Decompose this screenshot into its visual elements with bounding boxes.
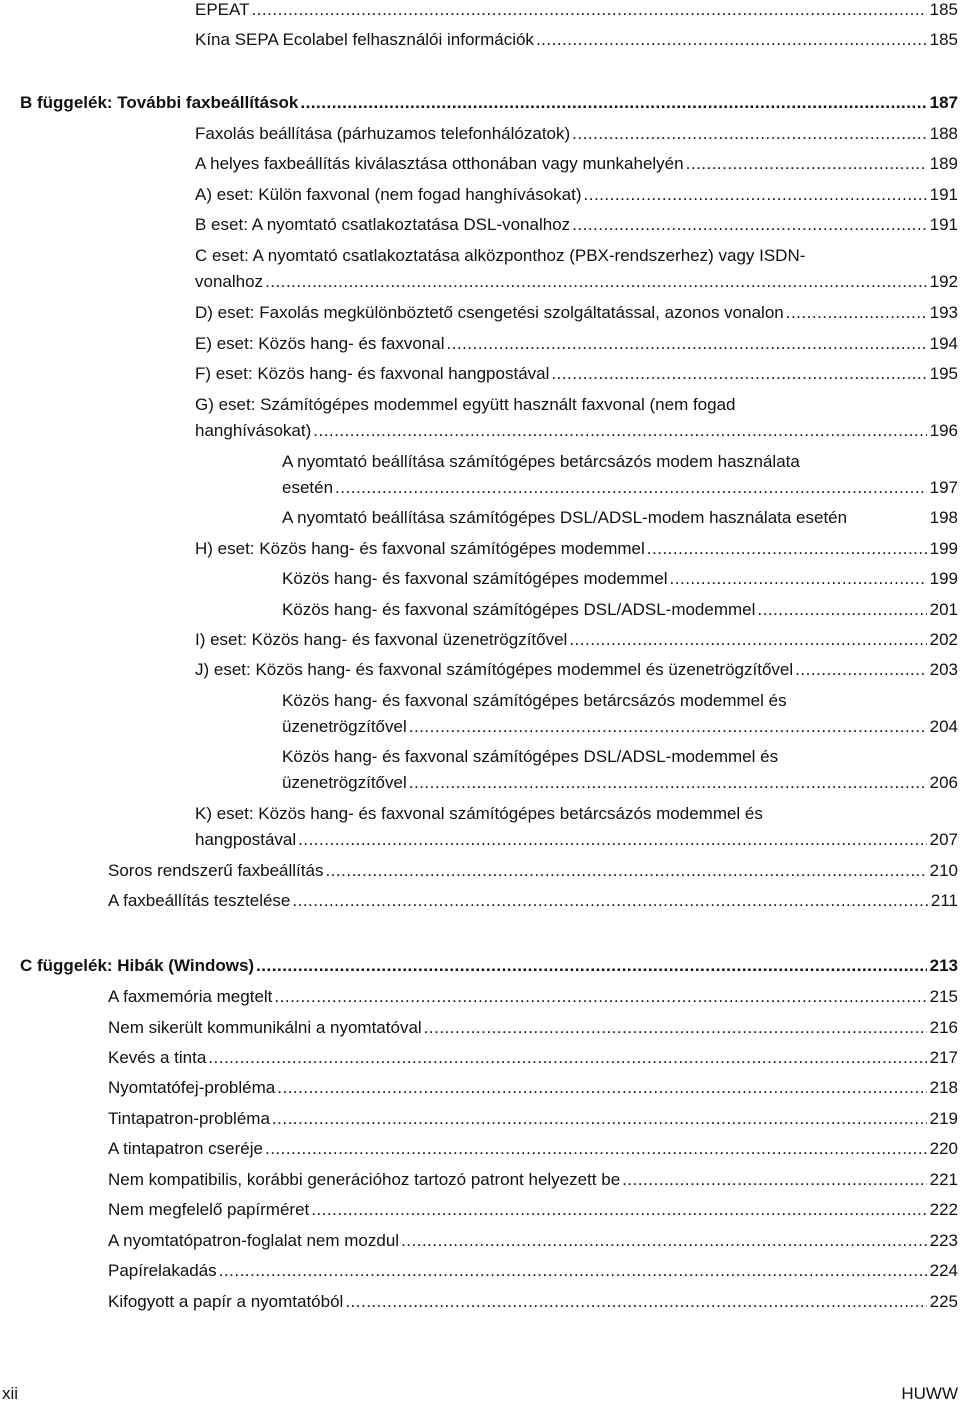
toc-entry[interactable]: A helyes faxbeállítás kiválasztása otthonában vagy munkahelyén ..... 189 <box>195 151 958 177</box>
toc-entry[interactable]: Kína SEPA Ecolabel felhasználói információk ..... 185 <box>195 27 958 53</box>
toc-entry[interactable]: A) eset: Külön faxvonal (nem fogad hanghívásokat) ..... 191 <box>195 182 958 208</box>
footer-brand: HUWW <box>901 1384 958 1403</box>
toc-entry[interactable]: A faxbeállítás tesztelése ..... 211 <box>108 888 958 914</box>
toc-entry[interactable]: G) eset: Számítógépes modemmel együtt használt faxvonal (nem fogad hanghívásokat) ..... 196 <box>195 392 958 444</box>
toc-appendix-heading[interactable]: C függelék: Hibák (Windows) ..... 213 <box>20 953 958 979</box>
toc-entry[interactable]: Közös hang- és faxvonal számítógépes DSL/ADSL-modemmel és üzenetrögzítővel ..... 206 <box>282 744 958 796</box>
toc-entry[interactable]: Nyomtatófej-probléma ..... 218 <box>108 1075 958 1101</box>
toc-entry[interactable]: Nem sikerült kommunikálni a nyomtatóval ..... 216 <box>108 1015 958 1041</box>
toc-entry[interactable]: D) eset: Faxolás megkülönböztető csengetési szolgáltatással, azonos vonalon ..... 193 <box>195 300 958 326</box>
toc-entry[interactable]: A faxmemória megtelt ..... 215 <box>108 984 958 1010</box>
toc-entry[interactable]: Kevés a tinta ..... 217 <box>108 1045 958 1071</box>
toc-entry[interactable]: Kifogyott a papír a nyomtatóból ..... 225 <box>108 1289 958 1315</box>
toc-entry[interactable]: EPEAT ..... 185 <box>195 0 958 23</box>
toc-entry[interactable]: F) eset: Közös hang- és faxvonal hangpostával ..... 195 <box>195 361 958 387</box>
toc-appendix-heading[interactable]: B függelék: További faxbeállítások ..... 187 <box>20 90 958 116</box>
toc-entry[interactable]: A nyomtatópatron-foglalat nem mozdul ..... 223 <box>108 1228 958 1254</box>
toc-entry[interactable]: Közös hang- és faxvonal számítógépes betárcsázós modemmel és üzenetrögzítővel ..... 204 <box>282 688 958 740</box>
toc-entry[interactable]: Nem kompatibilis, korábbi generációhoz tartozó patront helyezett be ..... 221 <box>108 1167 958 1193</box>
toc-entry[interactable]: Közös hang- és faxvonal számítógépes DSL/ADSL-modemmel ..... 201 <box>282 597 958 623</box>
toc-entry[interactable]: B eset: A nyomtató csatlakoztatása DSL-vonalhoz ..... 191 <box>195 212 958 238</box>
toc-entry[interactable]: Közös hang- és faxvonal számítógépes modemmel ..... 199 <box>282 566 958 592</box>
footer-page-number: xii <box>2 1384 19 1403</box>
toc-entry[interactable]: E) eset: Közös hang- és faxvonal ..... 194 <box>195 331 958 357</box>
toc-entry[interactable]: K) eset: Közös hang- és faxvonal számítógépes betárcsázós modemmel és hangpostával ..... 207 <box>195 801 958 853</box>
toc-entry[interactable]: I) eset: Közös hang- és faxvonal üzenetrögzítővel ..... 202 <box>195 627 958 653</box>
toc-entry[interactable]: J) eset: Közös hang- és faxvonal számítógépes modemmel és üzenetrögzítővel ..... 203 <box>195 657 958 683</box>
toc-entry[interactable]: Soros rendszerű faxbeállítás ..... 210 <box>108 858 958 884</box>
toc-entry[interactable]: A tintapatron cseréje ..... 220 <box>108 1136 958 1162</box>
toc-entry[interactable]: Faxolás beállítása (párhuzamos telefonhálózatok) ..... 188 <box>195 121 958 147</box>
toc-entry[interactable]: Papírelakadás ..... 224 <box>108 1258 958 1284</box>
toc-entry[interactable]: H) eset: Közös hang- és faxvonal számítógépes modemmel ..... 199 <box>195 536 958 562</box>
toc-entry[interactable]: Tintapatron-probléma ..... 219 <box>108 1106 958 1132</box>
toc-entry[interactable]: A nyomtató beállítása számítógépes betárcsázós modem használata esetén ..... 197 <box>282 449 958 501</box>
toc-entry[interactable]: C eset: A nyomtató csatlakoztatása alközponthoz (PBX-rendszerhez) vagy ISDN- vonalhoz ..... 192 <box>195 243 958 295</box>
toc-entry[interactable]: A nyomtató beállítása számítógépes DSL/ADSL-modem használata esetén 198 <box>282 508 958 527</box>
toc-entry[interactable]: Nem megfelelő papírméret ..... 222 <box>108 1197 958 1223</box>
